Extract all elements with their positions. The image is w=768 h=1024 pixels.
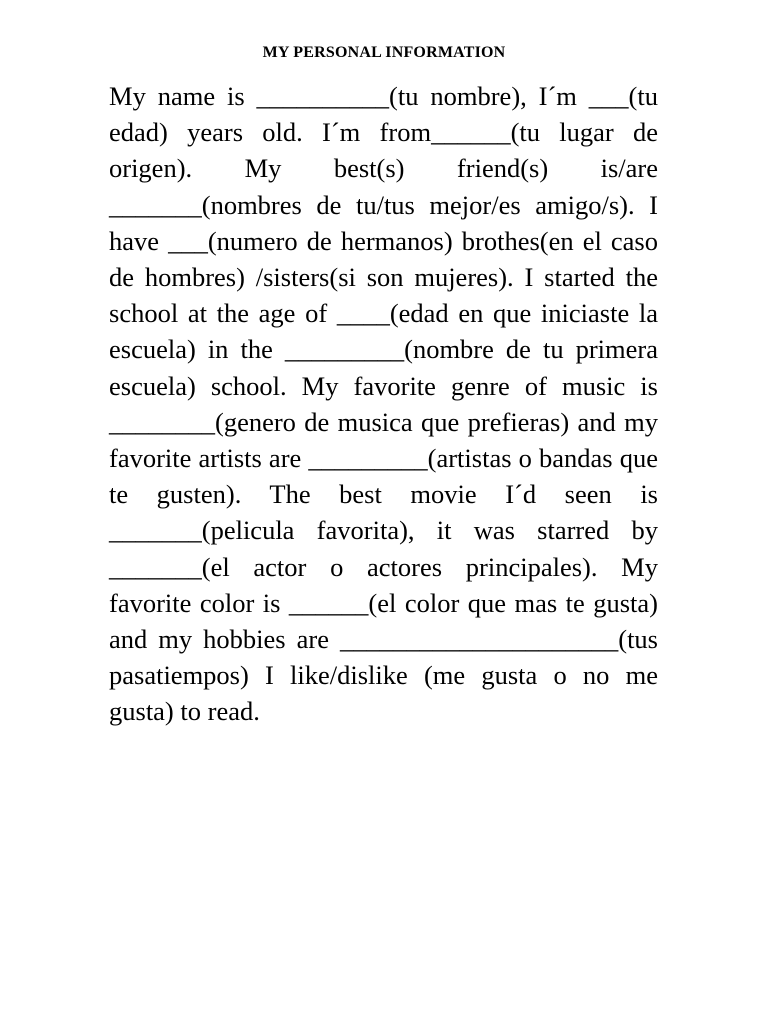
page-title: MY PERSONAL INFORMATION bbox=[262, 44, 506, 61]
personal-information-paragraph: My name is __________(tu nombre), I´m ___(tu edad) years old. I´m from______(tu lugar de origen). My best(s) friend(s) is/are _______(nombres de tu/tus mejor/es amigo/s). I have ___(numero de hermanos) brothes(en el caso de hombres) /sisters(si son mujeres). I started the school at the age of ____(edad en que iniciaste la escuela) in the _________(nombre de tu primera escuela) school. My favorite genre of music is ________(genero de musica que prefieras) and my favorite artists are _________(artistas o bandas que te gusten). The best movie I´d seen is _______(pelicula favorita), it was starred by _______(el actor o actores principales). My favorite color is ______(el color que mas te gusta) and my hobbies are _____________________(tus pasatiempos) I like/dislike (me gusta o no me gusta) to read. bbox=[109, 81, 658, 727]
